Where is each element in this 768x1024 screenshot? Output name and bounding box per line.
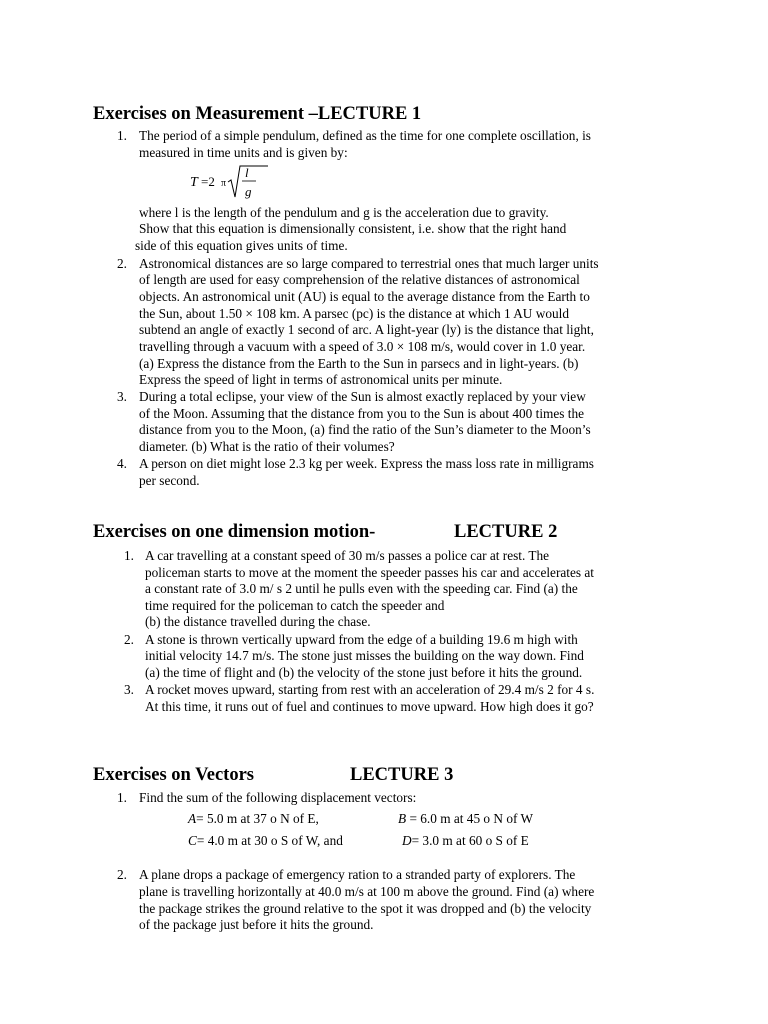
item-number: 2. xyxy=(117,867,127,882)
formula-g: g xyxy=(245,184,252,199)
item-text-line: of the Moon. Assuming that the distance from you to the Sun is about 400 times the xyxy=(139,406,585,421)
lecture-label: LECTURE 3 xyxy=(350,765,454,785)
item-text-line: measured in time units and is given by: xyxy=(139,145,348,160)
vector-symbol: D xyxy=(402,833,412,848)
item-text-line: per second. xyxy=(139,473,200,488)
vector-symbol: C xyxy=(188,833,197,848)
vector-value: = 5.0 m at 37 o N of E, xyxy=(196,811,319,826)
pendulum-period-formula xyxy=(190,164,280,204)
section-title-vectors: Exercises on Vectors xyxy=(93,765,254,785)
item-text-line: the Sun, about 1.50 × 108 km. A parsec (pc) is the distance at which 1 AU would xyxy=(139,306,569,321)
item-text-line: diameter. (b) What is the ratio of their volumes? xyxy=(139,439,395,454)
item-number: 1. xyxy=(117,790,127,805)
formula-pi: π xyxy=(221,178,227,189)
item-text-line: During a total eclipse, your view of the Sun is almost exactly replaced by your view xyxy=(139,389,586,404)
item-text-line: A plane drops a package of emergency ration to a stranded party of explorers. The xyxy=(139,867,576,882)
section-title-measurement: Exercises on Measurement –LECTURE 1 xyxy=(93,104,422,124)
item-text-line: (a) the time of flight and (b) the velocity of the stone just before it hits the ground. xyxy=(145,665,583,680)
item-text-line: (a) Express the distance from the Earth to the Sun in parsecs and in light-years. (b) xyxy=(139,356,579,371)
vector-c xyxy=(188,833,343,849)
item-text-line: At this time, it runs out of fuel and continues to move upward. How high does it go? xyxy=(145,699,594,714)
item-number: 1. xyxy=(117,128,127,143)
formula-eq: =2 xyxy=(201,174,215,189)
vector-value: = 4.0 m at 30 o S of W, and xyxy=(196,833,343,848)
item-text-line: of length are used for easy comprehension of the relative distances of astronomical xyxy=(139,272,580,287)
item-text-line: side of this equation gives units of time. xyxy=(135,238,348,253)
item-text-line: Express the speed of light in terms of astronomical units per minute. xyxy=(139,372,503,387)
item-text-line: A stone is thrown vertically upward from the edge of a building 19.6 m high with xyxy=(145,632,578,647)
item-text-line: A car travelling at a constant speed of 30 m/s passes a police car at rest. The xyxy=(145,548,550,563)
vector-value: = 3.0 m at 60 o S of E xyxy=(411,833,529,848)
item-text-line: where l is the length of the pendulum and g is the acceleration due to gravity. xyxy=(139,205,549,220)
item-number: 2. xyxy=(117,256,127,271)
item-text-line: of the package just before it hits the ground. xyxy=(139,917,374,932)
vector-d xyxy=(402,833,529,849)
item-number: 3. xyxy=(124,682,134,697)
item-text-line: (b) the distance travelled during the chase. xyxy=(145,614,371,629)
section-title-motion: Exercises on one dimension motion- xyxy=(93,522,376,542)
item-text-line: A person on diet might lose 2.3 kg per week. Express the mass loss rate in milligrams xyxy=(139,456,594,471)
item-text-line: Show that this equation is dimensionally consistent, i.e. show that the right hand xyxy=(139,221,567,236)
formula-l: l xyxy=(245,165,249,180)
vector-a xyxy=(188,811,319,827)
item-text-line: initial velocity 14.7 m/s. The stone just misses the building on the way down. Find xyxy=(145,648,584,663)
item-text-line: travelling through a vacuum with a speed of 3.0 × 108 m/s, would cover in 1.0 year. xyxy=(139,339,586,354)
vector-symbol: A xyxy=(188,811,197,826)
item-number: 3. xyxy=(117,389,127,404)
item-text-line: policeman starts to move at the moment the speeder passes his car and accelerates at xyxy=(145,565,594,580)
item-text-line: the package strikes the ground relative to the spot it was dropped and (b) the velocity xyxy=(139,901,592,916)
item-number: 2. xyxy=(124,632,134,647)
item-text-line: subtend an angle of exactly 1 second of arc. A light-year (ly) is the distance that light, xyxy=(139,322,594,337)
item-text-line: objects. An astronomical unit (AU) is equal to the average distance from the Earth to xyxy=(139,289,590,304)
item-number: 4. xyxy=(117,456,127,471)
item-text-line: Astronomical distances are so large compared to terrestrial ones that much larger units xyxy=(139,256,599,271)
item-text-line: Find the sum of the following displacement vectors: xyxy=(139,790,417,805)
item-text-line: time required for the policeman to catch the speeder and xyxy=(145,598,445,613)
item-text-line: a constant rate of 3.0 m/ s 2 until he pulls even with the speeding car. Find (a) the xyxy=(145,581,578,596)
lecture-label: LECTURE 2 xyxy=(454,522,558,542)
item-text-line: distance from you to the Moon, (a) find the ratio of the Sun’s diameter to the Moon’s xyxy=(139,422,591,437)
formula-T: T xyxy=(190,175,198,190)
item-text-line: The period of a simple pendulum, defined as the time for one complete oscillation, is xyxy=(139,128,591,143)
vector-symbol: B xyxy=(398,811,407,826)
item-text-line: plane is travelling horizontally at 40.0 m/s at 100 m above the ground. Find (a) where xyxy=(139,884,595,899)
vector-value: = 6.0 m at 45 o N of W xyxy=(406,811,534,826)
item-text-line: A rocket moves upward, starting from rest with an acceleration of 29.4 m/s 2 for 4 s. xyxy=(145,682,595,697)
vector-b xyxy=(398,811,533,827)
item-number: 1. xyxy=(124,548,134,563)
